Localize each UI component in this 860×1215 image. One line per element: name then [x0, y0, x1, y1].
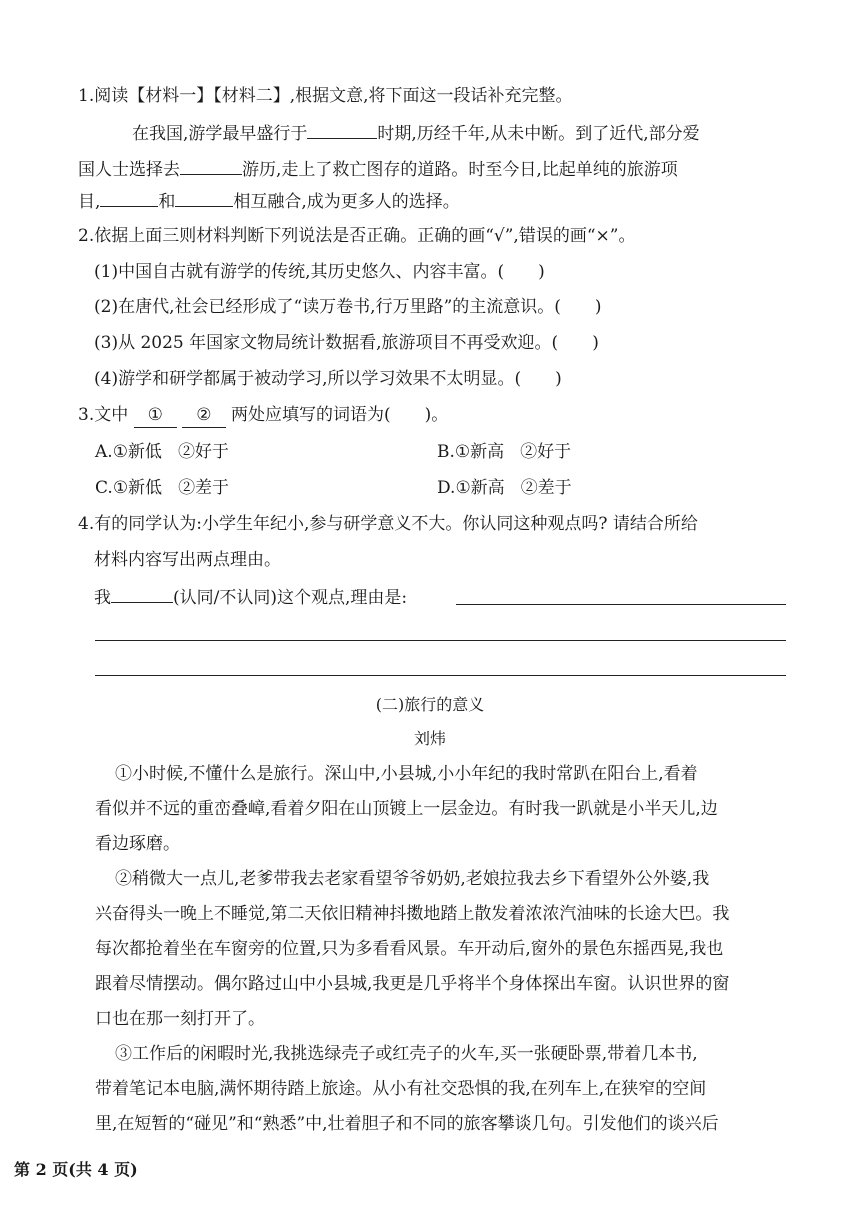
- q2-item-4-text: (4)游学和研学都属于被动学习,所以学习效果不太明显。(: [94, 369, 522, 389]
- q1-text-g: 相互融合,成为更多人的选择。: [233, 192, 460, 212]
- q1-line3: [78, 188, 800, 214]
- article-line: 里,在短暂的“碰见”和“熟悉”中,壮着胆子和不同的旅客攀谈几句。引发他们的谈兴后: [95, 1114, 719, 1134]
- q4-reason-line-2[interactable]: [95, 640, 786, 641]
- article-line: 每次都抢着坐在车窗旁的位置,只为多看看风景。车开动后,窗外的景色东摇西晃,我也: [95, 939, 724, 959]
- page-number: 第 2 页(共 4 页): [14, 1160, 138, 1179]
- article-author: 刘炜: [413, 729, 446, 748]
- option-letter: C.: [95, 478, 113, 498]
- option-word-1: ①新低: [112, 478, 163, 498]
- q4-stem-line2: 材料内容写出两点理由。: [94, 550, 281, 570]
- q1-text-a: 在我国,游学最早盛行于: [132, 124, 308, 144]
- article-line: ②稍微大一点儿,老爹带我去老家看望爷爷奶奶,老娘拉我去乡下看望外公外婆,我: [115, 869, 710, 889]
- q4-text-b: (认同/不认同)这个观点,理由是:: [173, 588, 408, 608]
- q3-option-a[interactable]: [95, 440, 229, 464]
- q3-mark-2: ②: [182, 403, 225, 428]
- q4-reason-line-3[interactable]: [95, 675, 786, 676]
- article-line: 看边琢磨。: [95, 834, 180, 854]
- q1-text-b: 时期,历经千年,从未中断。到了近代,部分爱: [377, 124, 700, 144]
- q2-stem: 2.依据上面三则材料判断下列说法是否正确。正确的画“√”,错误的画“×”。: [78, 226, 636, 246]
- q1-text-f: 和: [158, 192, 176, 212]
- q1-text-e: 目,: [78, 192, 101, 212]
- q3-text-b: 两处应填写的词语为(: [230, 405, 391, 425]
- q1-text-c: 国人士选择去: [78, 160, 180, 180]
- article-line: 带着笔记本电脑,满怀期待踏上旅途。从小有社交恐惧的我,在列车上,在狭窄的空间: [95, 1079, 707, 1099]
- option-letter: A.: [95, 442, 113, 462]
- option-letter: D.: [437, 478, 456, 498]
- q1-stem: 1.阅读【材料一】【材料二】,根据文意,将下面这一段话补充完整。: [78, 86, 573, 106]
- q4-blank-stance[interactable]: [111, 584, 173, 603]
- article-line: 兴奋得头一晚上不睡觉,第二天依旧精神抖擞地踏上散发着浓浓汽油味的长途大巴。我: [95, 904, 730, 924]
- option-word-1: ①新高: [454, 442, 505, 462]
- q2-item-1-text: (1)中国自古就有游学的传统,其历史悠久、内容丰富。(: [94, 262, 505, 282]
- article-line: ③工作后的闲暇时光,我挑选绿壳子或红壳子的火车,买一张硬卧票,带着几本书,: [115, 1044, 698, 1064]
- option-word-2: ②差于: [178, 478, 230, 498]
- q3-stem: [78, 403, 800, 428]
- q4-answer-line: [94, 584, 800, 610]
- option-word-2: ②差于: [520, 478, 572, 498]
- q2-item-2-text: (2)在唐代,社会已经形成了“读万卷书,行万里路”的主流意识。(: [94, 297, 561, 317]
- q2-item-3: [94, 331, 800, 355]
- q3-text-a: 3.文中: [78, 405, 129, 425]
- q1-blank-place[interactable]: [180, 156, 242, 175]
- q1-blank-item1[interactable]: [100, 188, 158, 207]
- option-letter: B.: [437, 442, 455, 462]
- option-word-2: ②好于: [520, 442, 572, 462]
- article-title: (二)旅行的意义: [375, 695, 485, 714]
- article-line: 跟着尽情摆动。偶尔路过山中小县城,我更是几乎将半个身体探出车窗。认识世界的窗: [95, 974, 730, 994]
- q2-item-3-text: (3)从 2025 年国家文物局统计数据看,旅游项目不再受欢迎。(: [94, 333, 559, 353]
- q2-item-4-close: ): [555, 369, 562, 389]
- option-word-1: ①新高: [455, 478, 505, 498]
- q2-item-1: [94, 260, 800, 284]
- q2-item-2: [94, 295, 800, 319]
- q1-line2: [78, 156, 800, 182]
- article-line: 口也在那一刻打开了。: [95, 1009, 265, 1029]
- q2-item-3-close: ): [592, 333, 599, 353]
- q4-reason-line-1[interactable]: [456, 604, 786, 605]
- q4-text-a: 我: [94, 588, 111, 608]
- q1-blank-period[interactable]: [307, 120, 377, 139]
- q3-text-c: )。: [424, 405, 449, 425]
- q1-line1: [132, 120, 800, 146]
- q4-stem-line1: 4.有的同学认为:小学生年纪小,参与研学意义不大。你认同这种观点吗? 请结合所给: [78, 514, 698, 534]
- option-word-2: ②好于: [177, 442, 229, 462]
- q3-option-d[interactable]: [437, 476, 572, 500]
- option-word-1: ①新低: [112, 442, 162, 462]
- q1-text-d: 游历,走上了救亡图存的道路。时至今日,比起单纯的旅游项: [242, 160, 678, 180]
- q2-item-2-close: ): [594, 297, 602, 317]
- q3-mark-1: ①: [134, 403, 177, 428]
- q2-item-4: [94, 367, 800, 391]
- q3-option-c[interactable]: [95, 476, 229, 500]
- q2-item-1-close: ): [538, 262, 545, 282]
- q3-option-b[interactable]: [437, 440, 571, 464]
- article-line: ①小时候,不懂什么是旅行。深山中,小县城,小小年纪的我时常趴在阳台上,看着: [115, 764, 698, 784]
- article-line: 看似并不远的重峦叠嶂,看着夕阳在山顶镀上一层金边。有时我一趴就是小半天儿,边: [95, 799, 718, 819]
- q1-blank-item2[interactable]: [175, 188, 233, 207]
